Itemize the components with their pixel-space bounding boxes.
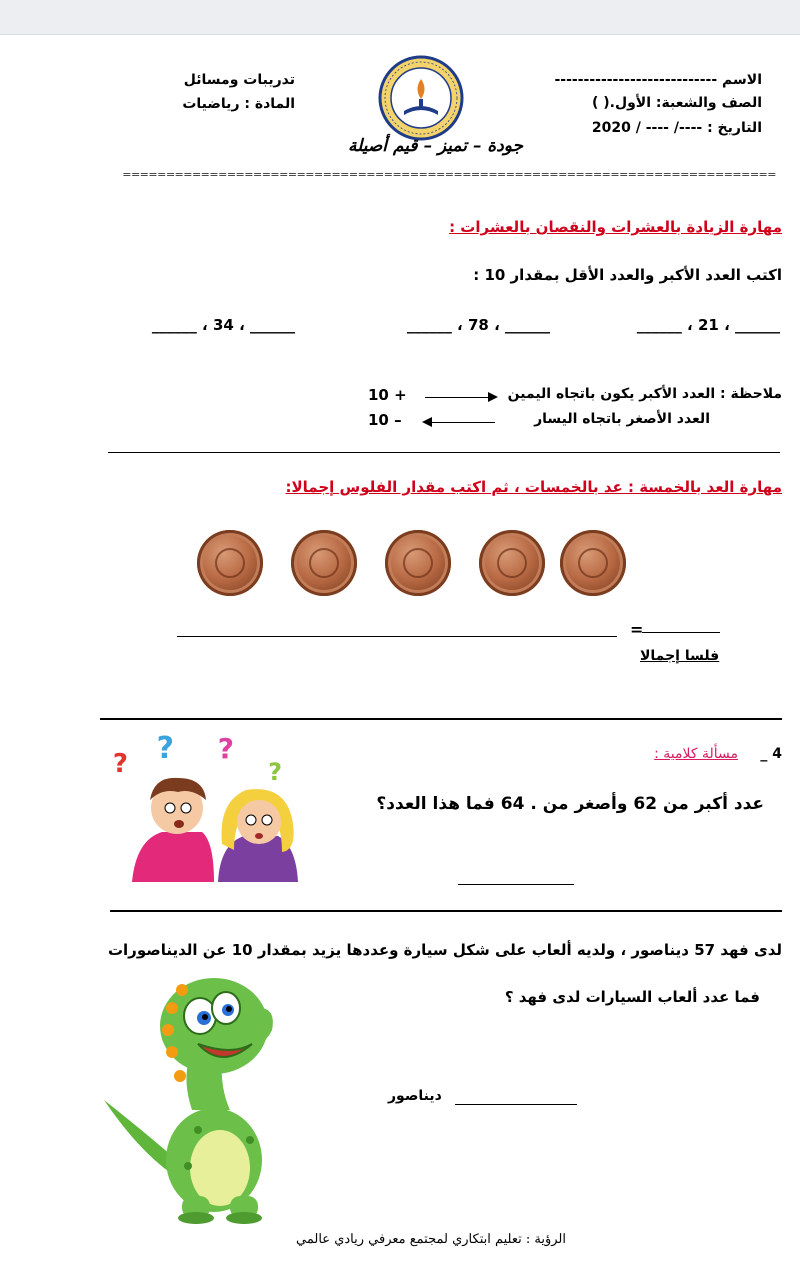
class-section-field: الصف والشعبة: الأول.( ): [591, 95, 762, 111]
svg-text:?: ?: [217, 732, 234, 765]
header-divider: ===========================================================================: [122, 168, 776, 181]
section-tens-instruction: اكتب العدد الأكبر والعدد الأقل بمقدار 10 :: [473, 266, 782, 284]
divider: [108, 452, 780, 453]
student-name-field: الاسم ----------------------------: [554, 72, 762, 88]
note-smaller-left: العدد الأصغر باتجاه اليسار: [534, 411, 710, 427]
date-field: التاريخ : ----/ ---- / 2020: [591, 120, 762, 136]
coin-3: [385, 530, 451, 596]
coin-2: [291, 530, 357, 596]
equals-sign: =: [630, 620, 644, 639]
word-problem-question: عدد أكبر من 62 وأصغر من . 64 فما هذا العدد؟: [376, 794, 764, 814]
confused-kids-illustration: [112, 731, 308, 882]
total-label: فلسا إجمالا: [640, 648, 720, 664]
school-logo: [378, 55, 464, 141]
tens-group-21: ______ ، 21 ، ______: [636, 316, 780, 334]
subject-label: المادة : رياضيات: [182, 96, 295, 112]
school-vision-footer: الرؤية : تعليم ابتكاري لمجتمع معرفي ريادي عالمي: [296, 1232, 566, 1247]
tens-group-78: ______ ، 78 ، ______: [406, 316, 550, 334]
problem-number: 4 _: [760, 746, 782, 762]
school-slogan: جودة – تميز – قيم أصيلة: [348, 136, 524, 156]
arrow-right: [425, 397, 495, 398]
section-tens-title: مهارة الزيادة بالعشرات والنقصان بالعشرات :: [449, 218, 782, 236]
svg-text:?: ?: [268, 758, 282, 786]
dinosaur-unit-label: ديناصور: [388, 1088, 442, 1104]
note-plus-ten: 10 +: [368, 386, 407, 404]
total-line: [642, 632, 720, 633]
coin-4: [479, 530, 545, 596]
arrow-right-head-icon: [488, 392, 498, 402]
answer-line-cars: [455, 1104, 577, 1105]
dinosaur-problem-line1: لدى فهد 57 ديناصور ، ولديه ألعاب على شكل سيارة وعددها يزيد بمقدار 10 عن الديناصورات: [107, 941, 782, 959]
arrow-left: [425, 422, 495, 423]
note-minus-ten: 10 –: [368, 411, 402, 429]
dinosaur-problem-line2: فما عدد ألعاب السيارات لدى فهد ؟: [504, 988, 760, 1006]
svg-text:?: ?: [156, 731, 174, 766]
viewer-top-bar: [0, 0, 800, 35]
section-fives-title: مهارة العد بالخمسة : عد بالخمسات ، ثم اكتب مقدار الفلوس إجمالا:: [285, 478, 782, 496]
dinosaur-illustration: [102, 960, 284, 1224]
section-divider: [100, 718, 782, 720]
coin-1: [197, 530, 263, 596]
section-divider-2: [110, 910, 782, 912]
svg-text:?: ?: [112, 749, 128, 779]
answer-line-number: [458, 884, 574, 885]
word-problem-title: مسألة كلامية :: [654, 746, 738, 762]
note-bigger-right: ملاحظة : العدد الأكبر يكون باتجاه اليمين: [507, 386, 782, 402]
coin-5: [560, 530, 626, 596]
arrow-left-head-icon: [422, 417, 432, 427]
worksheet-title: تدريبات ومسائل: [183, 72, 295, 88]
tens-group-34: ______ ، 34 ، ______: [151, 316, 295, 334]
answer-line-coins: [177, 636, 617, 637]
